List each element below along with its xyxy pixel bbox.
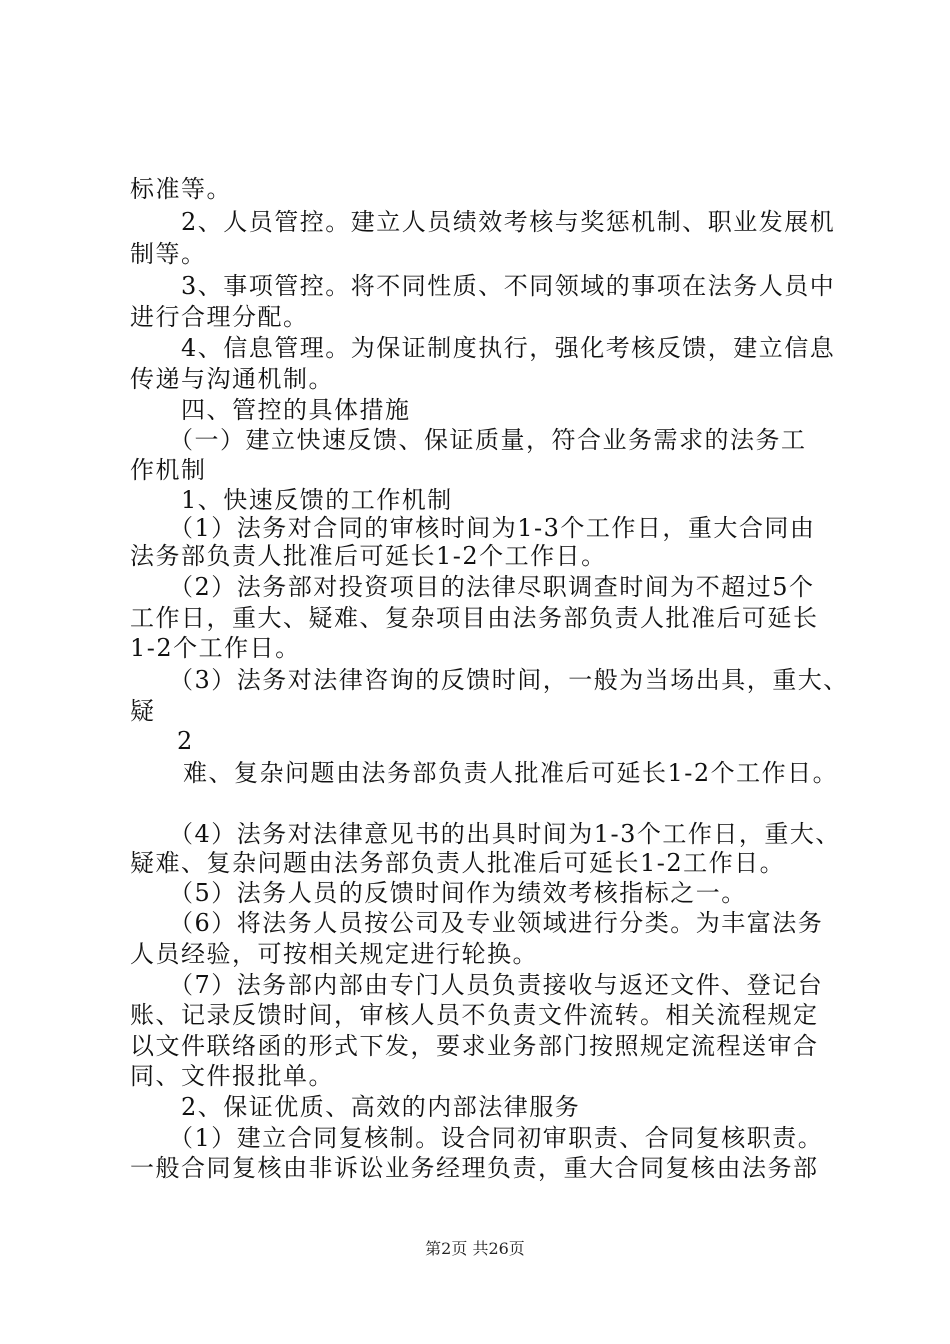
text-line: （4）法务对法律意见书的出具时间为1-3个工作日，重大、 [130, 820, 841, 848]
text-line: （1）建立合同复核制。设合同初审职责、合同复核职责。 [130, 1124, 824, 1152]
text-line: 4、信息管理。为保证制度执行，强化考核反馈，建立信息 [130, 334, 836, 362]
text-line: 疑难、复杂问题由法务部负责人批准后可延长1-2工作日。 [130, 849, 786, 877]
text-line: 难、复杂问题由法务部负责人批准后可延长1-2个工作日。 [183, 759, 839, 787]
text-line: （2）法务部对投资项目的法律尽职调查时间为不超过5个 [130, 573, 815, 601]
subsection-heading: （一）建立快速反馈、保证质量，符合业务需求的法务工 [130, 426, 807, 454]
text-line: （7）法务部内部由专门人员负责接收与返还文件、登记台 [130, 971, 824, 999]
text-line: 1-2个工作日。 [130, 634, 301, 662]
text-line: 账、记录反馈时间，审核人员不负责文件流转。相关流程规定 [130, 1001, 819, 1029]
text-line: 以文件联络函的形式下发，要求业务部门按照规定流程送审合 [130, 1032, 819, 1060]
text-line: 法务部负责人批准后可延长1-2个工作日。 [130, 542, 607, 570]
text-line: 2、人员管控。建立人员绩效考核与奖惩机制、职业发展机 [130, 208, 836, 236]
text-line: （5）法务人员的反馈时间作为绩效考核指标之一。 [130, 879, 747, 907]
section-heading: 四、管控的具体措施 [130, 396, 411, 424]
page-footer: 第2页 共26页 [425, 1239, 525, 1258]
text-line: 同、文件报批单。 [130, 1062, 334, 1090]
text-line: 疑 [130, 697, 156, 725]
page-number: 2 [177, 727, 193, 755]
subsection-heading: 2、保证优质、高效的内部法律服务 [130, 1093, 581, 1121]
text-line: 人员经验，可按相关规定进行轮换。 [130, 940, 538, 968]
text-line: 3、事项管控。将不同性质、不同领域的事项在法务人员中 [130, 272, 836, 300]
text-line: （1）法务对合同的审核时间为1-3个工作日，重大合同由 [130, 514, 816, 542]
subsection-heading: 1、快速反馈的工作机制 [130, 486, 453, 514]
text-line: 制等。 [130, 240, 207, 268]
text-line: 标准等。 [130, 175, 232, 203]
text-line: 传递与沟通机制。 [130, 365, 334, 393]
text-line: 一般合同复核由非诉讼业务经理负责，重大合同复核由法务部 [130, 1154, 819, 1182]
text-line: （3）法务对法律咨询的反馈时间，一般为当场出具，重大、 [130, 666, 849, 694]
text-line: 作机制 [130, 456, 207, 484]
text-line: 进行合理分配。 [130, 303, 309, 331]
text-line: （6）将法务人员按公司及专业领域进行分类。为丰富法务 [130, 909, 824, 937]
text-line: 工作日，重大、疑难、复杂项目由法务部负责人批准后可延长 [130, 604, 819, 632]
